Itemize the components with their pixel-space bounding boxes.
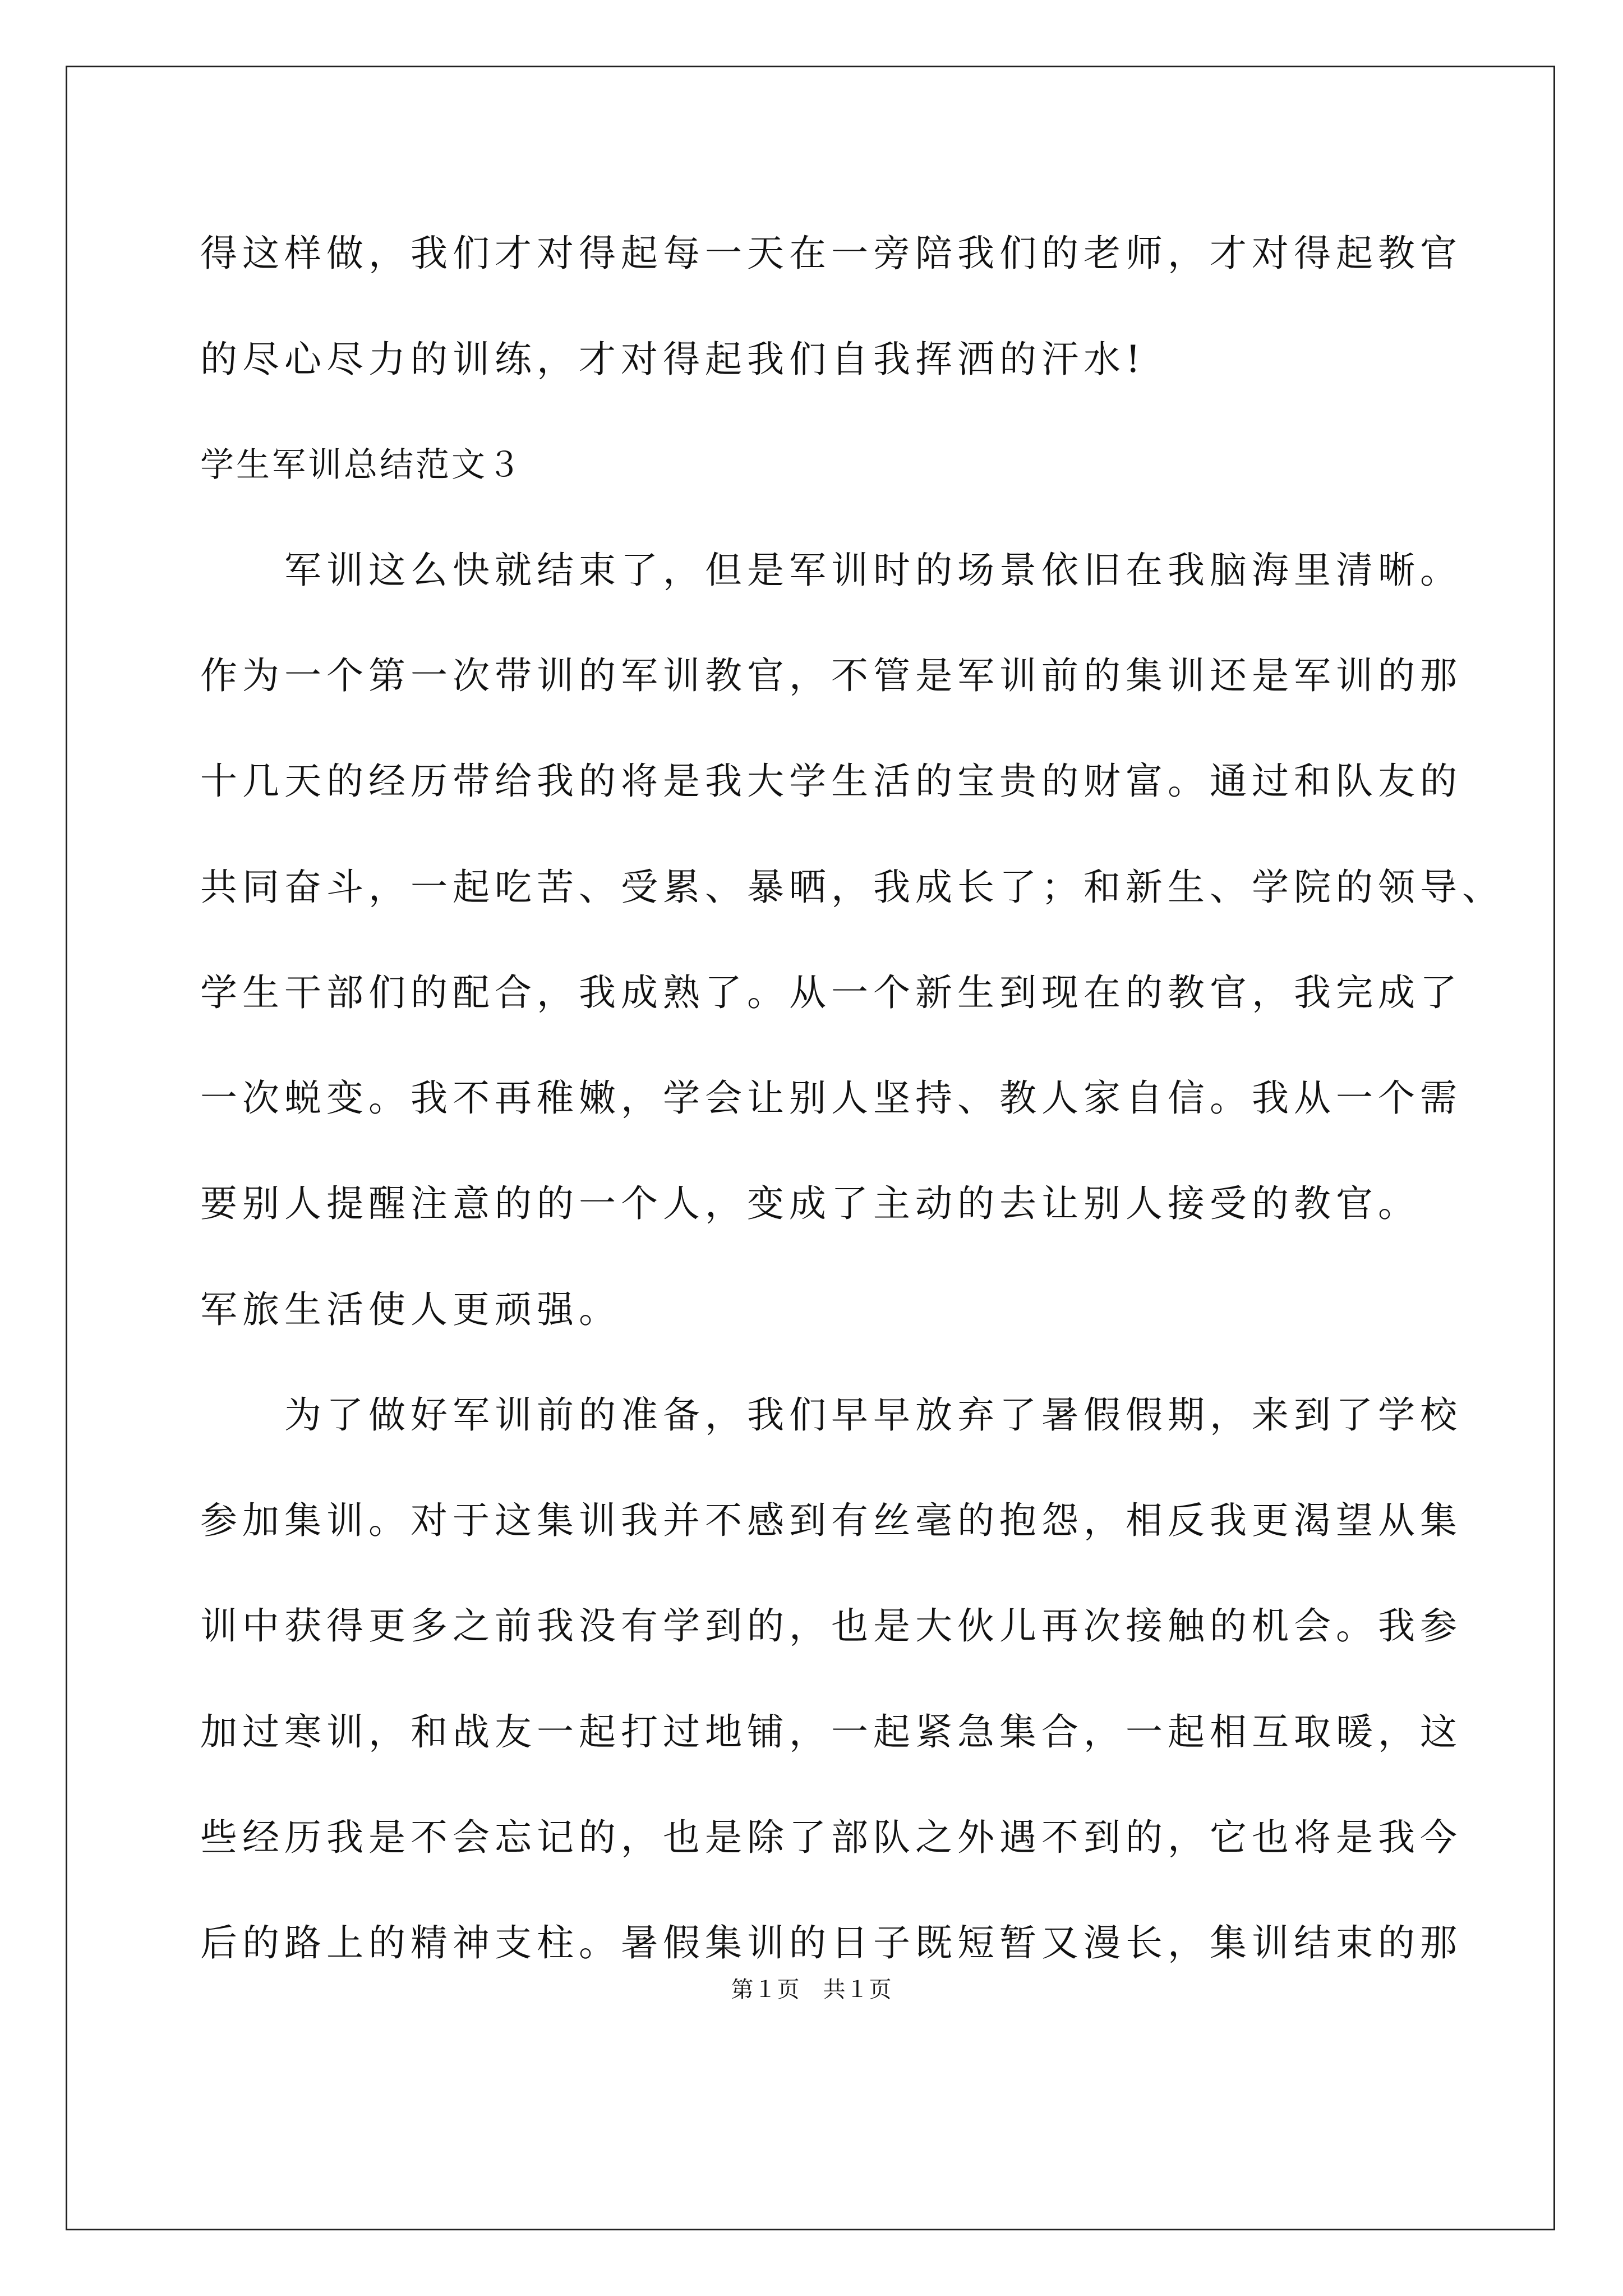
paragraph-line: 学生干部们的配合，我成熟了。从一个新生到现在的教官，我完成了 <box>200 971 1462 1014</box>
paragraph-line: 军训这么快就结束了，但是军训时的场景依旧在我脑海里清晰。 <box>200 549 1462 592</box>
paragraph-line: 的尽心尽力的训练，才对得起我们自我挥洒的汗水! <box>200 338 1146 381</box>
paragraph-line: 参加集训。对于这集训我并不感到有丝毫的抱怨，相反我更渴望从集 <box>200 1499 1462 1542</box>
page-frame <box>66 66 1555 2230</box>
paragraph-line: 后的路上的精神支柱。暑假集训的日子既短暂又漫长，集训结束的那 <box>200 1921 1462 1964</box>
paragraph-line: 得这样做，我们才对得起每一天在一旁陪我们的老师，才对得起教官 <box>200 232 1462 275</box>
paragraph-line: 军旅生活使人更顽强。 <box>200 1288 621 1331</box>
paragraph-line: 一次蜕变。我不再稚嫩，学会让别人坚持、教人家自信。我从一个需 <box>200 1076 1462 1120</box>
paragraph-line: 为了做好军训前的准备，我们早早放弃了暑假假期，来到了学校 <box>200 1393 1462 1437</box>
paragraph-line: 些经历我是不会忘记的，也是除了部队之外遇不到的，它也将是我今 <box>200 1816 1462 1859</box>
paragraph-line: 作为一个第一次带训的军训教官，不管是军训前的集训还是军训的那 <box>200 654 1462 697</box>
paragraph-line: 训中获得更多之前我没有学到的，也是大伙儿再次接触的机会。我参 <box>200 1604 1462 1648</box>
paragraph-line: 要别人提醒注意的的一个人，变成了主动的去让别人接受的教官。 <box>200 1182 1420 1225</box>
section-heading: 学生军训总结范文３ <box>200 445 523 485</box>
paragraph-line: 加过寒训，和战友一起打过地铺，一起紧急集合，一起相互取暖，这 <box>200 1710 1462 1754</box>
paragraph-line: 十几天的经历带给我的将是我大学生活的宝贵的财富。通过和队友的 <box>200 760 1462 803</box>
paragraph-line: 共同奋斗，一起吃苦、受累、暴晒，我成长了；和新生、学院的领导、 <box>200 866 1504 909</box>
page-footer: 第１页 共１页 <box>731 1977 892 2003</box>
